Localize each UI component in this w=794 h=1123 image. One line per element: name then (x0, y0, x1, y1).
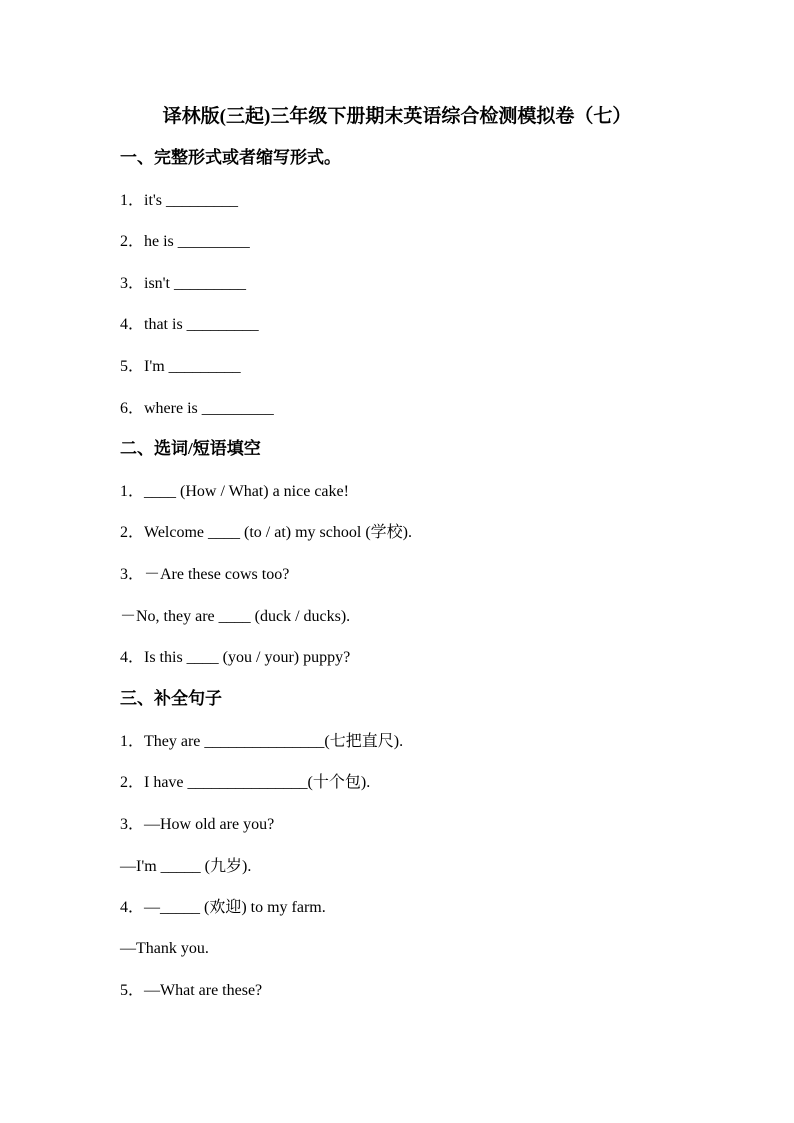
question-line: 3．isn't _________ (120, 275, 247, 292)
question-line: 1．it's _________ (120, 192, 239, 209)
question-line: —Thank you. (120, 940, 209, 957)
question-line: 2．Welcome ____ (to / at) my school (学校). (120, 524, 412, 541)
document-title: 译林版(三起)三年级下册期末英语综合检测模拟卷（七） (162, 106, 632, 127)
question-line: 2．he is _________ (120, 233, 250, 250)
section-heading-3: 三、补全句子 (120, 689, 222, 708)
question-line: －No, they are ____ (duck / ducks). (120, 608, 351, 625)
section-heading-2: 二、选词/短语填空 (120, 439, 261, 458)
section-heading-1: 一、完整形式或者缩写形式。 (120, 148, 341, 167)
question-line: 1．They are _______________(七把直尺). (120, 733, 404, 750)
question-line: 3．—How old are you? (120, 816, 275, 833)
question-line: 4．Is this ____ (you / your) puppy? (120, 649, 351, 666)
question-line: —I'm _____ (九岁). (120, 858, 252, 875)
question-line: 3．－Are these cows too? (120, 566, 290, 583)
question-line: 5．—What are these? (120, 982, 263, 999)
question-line: 5．I'm _________ (120, 358, 241, 375)
question-line: 1．____ (How / What) a nice cake! (120, 483, 349, 500)
question-line: 4．—_____ (欢迎) to my farm. (120, 899, 326, 916)
question-line: 4．that is _________ (120, 316, 259, 333)
question-line: 6．where is _________ (120, 400, 274, 417)
question-line: 2．I have _______________(十个包). (120, 774, 371, 791)
